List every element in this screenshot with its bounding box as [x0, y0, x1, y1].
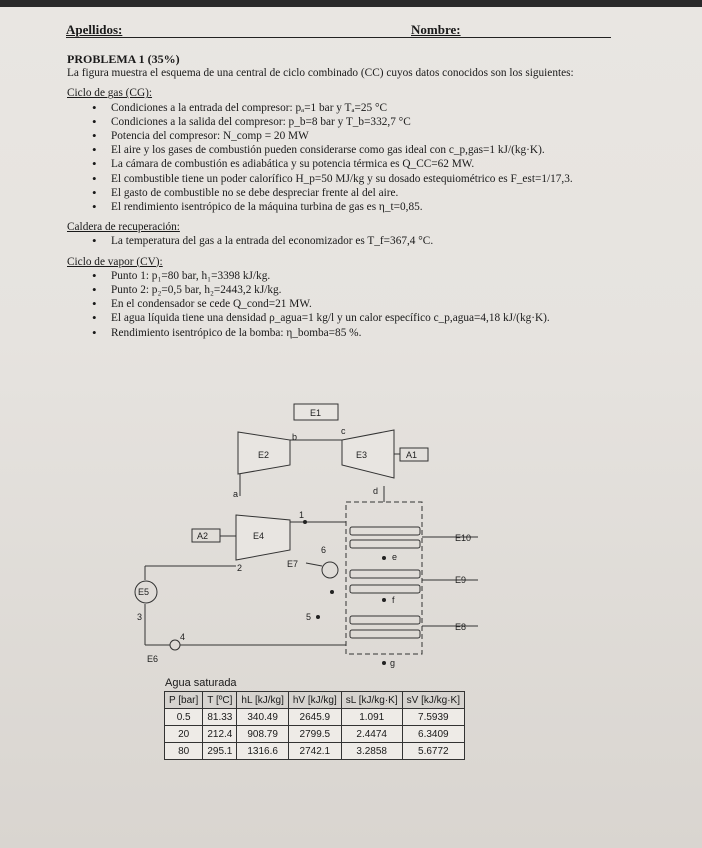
table-cell: 0.5	[165, 709, 203, 726]
point-5: 5	[306, 612, 312, 622]
label-E7: E7	[287, 559, 299, 569]
table-caption: Agua saturada	[165, 677, 237, 689]
table-cell: 2742.1	[288, 743, 341, 760]
table-cell: 20	[165, 726, 203, 743]
col-header: P [bar]	[165, 692, 203, 709]
list-item: • El rendimiento isentrópico de la máquina turbina de gas es η_t=0,85.	[111, 200, 627, 214]
label-E2: E2	[258, 450, 270, 460]
point-e: e	[392, 552, 398, 562]
point-c: c	[341, 426, 346, 436]
table-cell: 1316.6	[237, 743, 288, 760]
gas-cycle-heading: Ciclo de gas (CG):	[67, 87, 153, 100]
point-a: a	[233, 489, 239, 499]
list-item: • Condiciones a la entrada del compresor: pₐ=1 bar y Tₐ=25 °C	[111, 101, 627, 115]
point-f: f	[392, 595, 395, 605]
table-cell: 340.49	[237, 709, 288, 726]
table-cell: 295.1	[203, 743, 237, 760]
point-3: 3	[137, 612, 143, 622]
label-E6: E6	[147, 654, 159, 664]
problem-title: PROBLEMA 1 (35%)	[67, 52, 180, 66]
list-item: • El gasto de combustible no se debe despreciar frente al del aire.	[111, 186, 627, 200]
problem-intro: La figura muestra el esquema de una central de ciclo combinado (CC) cuyos datos conocidos son los siguientes:	[67, 67, 574, 80]
list-item: • Condiciones a la salida del compresor: p_b=8 bar y T_b=332,7 °C	[111, 115, 627, 129]
label-A2: A2	[197, 531, 209, 541]
table-cell: 5.6772	[402, 743, 464, 760]
table-row	[165, 743, 465, 760]
list-item: • Rendimiento isentrópico de la bomba: η_bomba=85 %.	[111, 326, 627, 340]
table-cell: 1.091	[341, 709, 402, 726]
table-header-row	[165, 692, 465, 709]
table-cell: 3.2858	[341, 743, 402, 760]
list-item: • En el condensador se cede Q_cond=21 MW.	[111, 297, 627, 311]
col-header: sL [kJ/kg·K]	[341, 692, 402, 709]
point-4: 4	[180, 632, 186, 642]
apellidos-label: Apellidos:	[66, 22, 123, 37]
point-g: g	[390, 658, 396, 668]
list-item: • La cámara de combustión es adiabática y su potencia térmica es Q_CC=62 MW.	[111, 157, 627, 171]
list-item: • Potencia del compresor: N_comp = 20 MW	[111, 129, 627, 143]
nombre-label: Nombre:	[411, 22, 461, 37]
list-item: • El aire y los gases de combustión pueden considerarse como gas ideal con c_p,gas=1 kJ/(kg·K).	[111, 143, 627, 157]
label-E3: E3	[356, 450, 368, 460]
table-cell: 81.33	[203, 709, 237, 726]
component-labels	[138, 408, 471, 664]
list-item: • La temperatura del gas a la entrada del economizador es T_f=367,4 °C.	[111, 234, 627, 248]
list-item: • El combustible tiene un poder calorífico H_p=50 MJ/kg y su dosado estequiométrico es F_est=1/17,3.	[111, 172, 627, 186]
table-cell: 80	[165, 743, 203, 760]
label-E10: E10	[455, 533, 472, 543]
point-2: 2	[237, 563, 243, 573]
table-cell: 2645.9	[288, 709, 341, 726]
point-6: 6	[321, 545, 327, 555]
col-header: hL [kJ/kg]	[237, 692, 288, 709]
label-E9: E9	[455, 575, 467, 585]
vapor-cycle-heading: Ciclo de vapor (CV):	[67, 255, 163, 268]
recovery-heading: Caldera de recuperación:	[67, 221, 180, 234]
list-item: • El agua líquida tiene una densidad ρ_agua=1 kg/l y un calor específico c_p,agua=4,18 kJ/(kg·K).	[111, 311, 627, 325]
point-b: b	[292, 432, 298, 442]
label-E5: E5	[138, 587, 150, 597]
col-header: T [ºC]	[203, 692, 237, 709]
list-item: • Punto 1: p₁=80 bar, h₁=3398 kJ/kg.	[111, 269, 627, 283]
label-A1: A1	[406, 450, 418, 460]
table-row	[165, 709, 465, 726]
table-cell: 7.5939	[402, 709, 464, 726]
table-cell: 212.4	[203, 726, 237, 743]
table-cell: 908.79	[237, 726, 288, 743]
label-E8: E8	[455, 622, 467, 632]
label-E1: E1	[310, 408, 322, 418]
col-header: hV [kJ/kg]	[288, 692, 341, 709]
table-cell: 6.3409	[402, 726, 464, 743]
saturated-water-table	[164, 691, 465, 760]
point-d: d	[373, 486, 379, 496]
point-1: 1	[299, 510, 305, 520]
table-cell: 2799.5	[288, 726, 341, 743]
table-row	[165, 726, 465, 743]
label-E4: E4	[253, 531, 265, 541]
table-cell: 2.4474	[341, 726, 402, 743]
list-item: • Punto 2: p₂=0,5 bar, h₂=2443,2 kJ/kg.	[111, 283, 627, 297]
col-header: sV [kJ/kg·K]	[402, 692, 464, 709]
